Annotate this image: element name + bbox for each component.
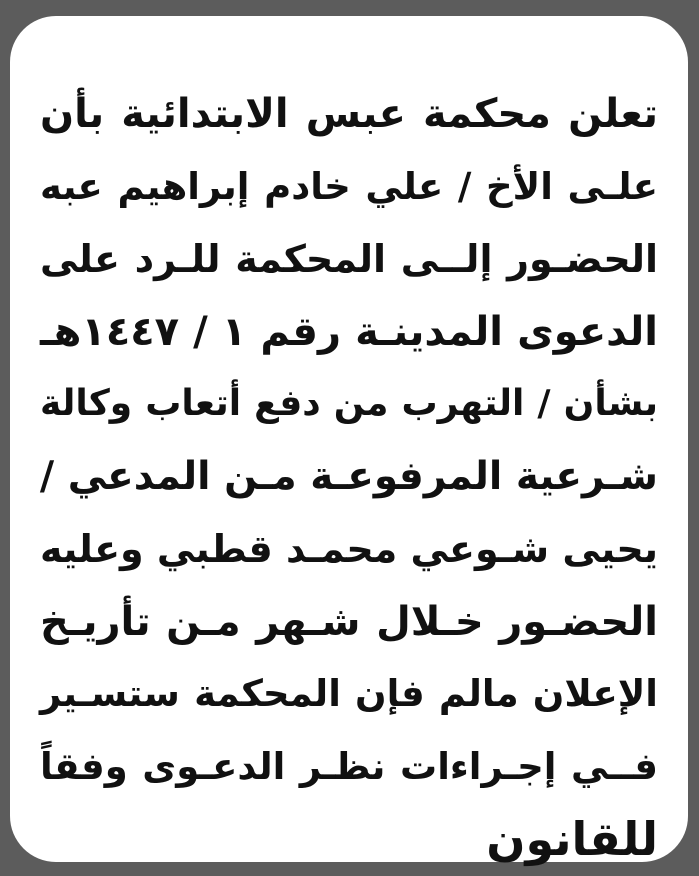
notice-body	[40, 78, 658, 876]
notice-line-1: تعلن محكمة عبس الابتدائية بأن	[40, 91, 658, 137]
notice-line-4: الدعوى المدينـة رقم ١ / ١٤٤٧هـ	[40, 308, 658, 355]
notice-line-9: الإعلان مالم فإن المحكمة ستسـير	[40, 672, 658, 715]
notice-line-10: فــي إجـراءات نظـر الدعـوى وفقاً	[40, 744, 658, 788]
notice-line-5: بشأن / التهرب من دفع أتعاب وكالة	[40, 383, 658, 424]
notice-line-7: يحيى شـوعي محمـد قطبي وعليه	[40, 527, 658, 571]
notice-frame	[10, 16, 688, 866]
notice-line-6: شـرعية المرفوعـة مـن المدعي /	[39, 453, 658, 499]
notice-line-2: علـى الأخ / علي خادم إبراهيم عبه	[40, 164, 658, 208]
notice-line-11: للقانون	[486, 812, 658, 866]
notice-line-8: الحضـور خـلال شـهر مـن تأريـخ	[40, 598, 658, 645]
notice-line-3: الحضـور إلــى المحكمة للـرد على	[40, 237, 658, 281]
